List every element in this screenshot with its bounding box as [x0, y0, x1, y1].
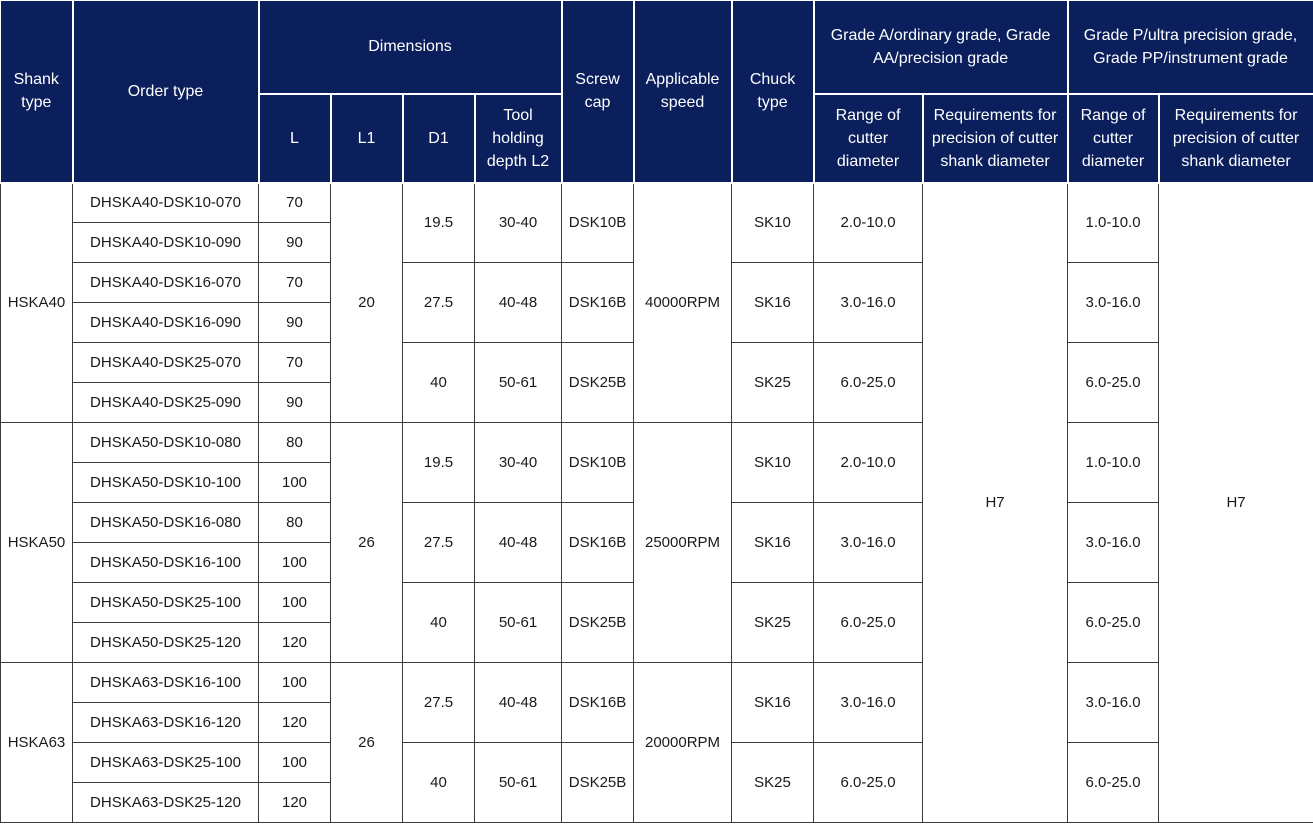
range-a-cell: 6.0-25.0 — [814, 743, 923, 823]
l-cell: 100 — [259, 543, 331, 583]
chuck-type-cell: SK16 — [732, 263, 814, 343]
l-cell: 80 — [259, 423, 331, 463]
screw-cap-cell: DSK25B — [562, 343, 634, 423]
order-type-cell: DHSKA40-DSK10-070 — [73, 183, 259, 223]
d1-cell: 40 — [403, 343, 475, 423]
header-req-p: Requirements for precision of cutter shank diameter — [1159, 94, 1313, 183]
range-a-cell: 2.0-10.0 — [814, 183, 923, 263]
screw-cap-cell: DSK10B — [562, 183, 634, 263]
range-a-cell: 6.0-25.0 — [814, 343, 923, 423]
order-type-cell: DHSKA40-DSK16-090 — [73, 303, 259, 343]
l2-cell: 40-48 — [475, 263, 562, 343]
order-type-cell: DHSKA63-DSK25-100 — [73, 743, 259, 783]
order-type-cell: DHSKA50-DSK25-120 — [73, 623, 259, 663]
screw-cap-cell: DSK25B — [562, 743, 634, 823]
l-cell: 100 — [259, 663, 331, 703]
l-cell: 120 — [259, 703, 331, 743]
speed-cell: 40000RPM — [634, 183, 732, 423]
range-a-cell: 3.0-16.0 — [814, 263, 923, 343]
range-p-cell: 1.0-10.0 — [1068, 423, 1159, 503]
table-row — [1, 423, 1313, 463]
l-cell: 70 — [259, 343, 331, 383]
l-cell: 90 — [259, 383, 331, 423]
order-type-cell: DHSKA63-DSK25-120 — [73, 783, 259, 823]
l-cell: 100 — [259, 463, 331, 503]
l1-cell: 26 — [331, 663, 403, 823]
header-shank-type: Shank type — [1, 1, 73, 183]
shank-type-cell: HSKA63 — [1, 663, 73, 823]
range-p-cell: 3.0-16.0 — [1068, 263, 1159, 343]
header-range-p: Range of cutter diameter — [1068, 94, 1159, 183]
screw-cap-cell: DSK16B — [562, 663, 634, 743]
table-body — [1, 183, 1313, 823]
chuck-type-cell: SK10 — [732, 423, 814, 503]
order-type-cell: DHSKA50-DSK10-080 — [73, 423, 259, 463]
order-type-cell: DHSKA63-DSK16-120 — [73, 703, 259, 743]
header-screw-cap: Screw cap — [562, 1, 634, 183]
range-p-cell: 6.0-25.0 — [1068, 743, 1159, 823]
precision-p-cell: H7 — [1159, 183, 1313, 823]
l-cell: 120 — [259, 783, 331, 823]
header-grade-a: Grade A/ordinary grade, Grade AA/precision grade — [814, 1, 1068, 94]
header-range-a: Range of cutter diameter — [814, 94, 923, 183]
d1-cell: 27.5 — [403, 503, 475, 583]
d1-cell: 27.5 — [403, 263, 475, 343]
l-cell: 90 — [259, 223, 331, 263]
l2-cell: 40-48 — [475, 503, 562, 583]
chuck-type-cell: SK16 — [732, 663, 814, 743]
chuck-type-cell: SK25 — [732, 583, 814, 663]
l2-cell: 50-61 — [475, 743, 562, 823]
range-p-cell: 6.0-25.0 — [1068, 343, 1159, 423]
l-cell: 70 — [259, 183, 331, 223]
shank-type-cell: HSKA50 — [1, 423, 73, 663]
header-dimensions: Dimensions — [259, 1, 562, 94]
l-cell: 100 — [259, 743, 331, 783]
d1-cell: 27.5 — [403, 663, 475, 743]
order-type-cell: DHSKA63-DSK16-100 — [73, 663, 259, 703]
chuck-type-cell: SK10 — [732, 183, 814, 263]
l2-cell: 50-61 — [475, 583, 562, 663]
table-row — [1, 183, 1313, 223]
range-p-cell: 3.0-16.0 — [1068, 503, 1159, 583]
range-a-cell: 3.0-16.0 — [814, 663, 923, 743]
range-a-cell: 6.0-25.0 — [814, 583, 923, 663]
l2-cell: 30-40 — [475, 423, 562, 503]
shank-type-cell: HSKA40 — [1, 183, 73, 423]
order-type-cell: DHSKA40-DSK25-070 — [73, 343, 259, 383]
screw-cap-cell: DSK16B — [562, 263, 634, 343]
order-type-cell: DHSKA50-DSK10-100 — [73, 463, 259, 503]
d1-cell: 19.5 — [403, 423, 475, 503]
header-l2: Tool holding depth L2 — [475, 94, 562, 183]
chuck-type-cell: SK25 — [732, 743, 814, 823]
l-cell: 80 — [259, 503, 331, 543]
order-type-cell: DHSKA50-DSK16-080 — [73, 503, 259, 543]
l2-cell: 30-40 — [475, 183, 562, 263]
l-cell: 70 — [259, 263, 331, 303]
l-cell: 90 — [259, 303, 331, 343]
range-p-cell: 6.0-25.0 — [1068, 583, 1159, 663]
header-order-type: Order type — [73, 1, 259, 183]
header-req-a: Requirements for precision of cutter shank diameter — [923, 94, 1068, 183]
order-type-cell: DHSKA40-DSK16-070 — [73, 263, 259, 303]
range-p-cell: 3.0-16.0 — [1068, 663, 1159, 743]
l2-cell: 50-61 — [475, 343, 562, 423]
l-cell: 100 — [259, 583, 331, 623]
header-l1: L1 — [331, 94, 403, 183]
header-chuck-type: Chuck type — [732, 1, 814, 183]
screw-cap-cell: DSK16B — [562, 503, 634, 583]
screw-cap-cell: DSK10B — [562, 423, 634, 503]
l-cell: 120 — [259, 623, 331, 663]
l2-cell: 40-48 — [475, 663, 562, 743]
order-type-cell: DHSKA50-DSK16-100 — [73, 543, 259, 583]
header-l: L — [259, 94, 331, 183]
table-row — [1, 663, 1313, 703]
header-d1: D1 — [403, 94, 475, 183]
header-applicable-speed: Applicable speed — [634, 1, 732, 183]
d1-cell: 19.5 — [403, 183, 475, 263]
l1-cell: 20 — [331, 183, 403, 423]
range-a-cell: 3.0-16.0 — [814, 503, 923, 583]
l1-cell: 26 — [331, 423, 403, 663]
order-type-cell: DHSKA50-DSK25-100 — [73, 583, 259, 623]
range-p-cell: 1.0-10.0 — [1068, 183, 1159, 263]
chuck-type-cell: SK25 — [732, 343, 814, 423]
precision-a-cell: H7 — [923, 183, 1068, 823]
d1-cell: 40 — [403, 743, 475, 823]
range-a-cell: 2.0-10.0 — [814, 423, 923, 503]
screw-cap-cell: DSK25B — [562, 583, 634, 663]
order-type-cell: DHSKA40-DSK10-090 — [73, 223, 259, 263]
order-type-cell: DHSKA40-DSK25-090 — [73, 383, 259, 423]
header-grade-p: Grade P/ultra precision grade, Grade PP/instrument grade — [1068, 1, 1313, 94]
speed-cell: 25000RPM — [634, 423, 732, 663]
chuck-type-cell: SK16 — [732, 503, 814, 583]
speed-cell: 20000RPM — [634, 663, 732, 823]
d1-cell: 40 — [403, 583, 475, 663]
